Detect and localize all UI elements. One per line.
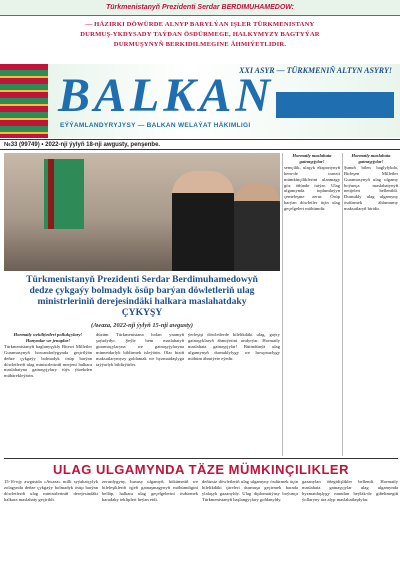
attendee-figure [234,183,280,271]
column-subheading: Hanymlar we jenaplar! [25,337,71,343]
column-divider [342,153,343,456]
column-text: Şunuň bilen baglylykda, Birleşen Milletler Guramasynyň ulag ulgamy boýunça maslahatynyň netijeleri bellenildi. Durnukly ulag ulgamyny ösdürmek ählumumy maksatlaryň biridir. [344,164,398,212]
issue-info: №33 (99749) • 2022-nji ýylyň 18-nji awgusty, penşenbe. [4,141,161,148]
article-column-5 [344,153,398,456]
article-column-4 [284,153,340,456]
column-text: zerurdygyny, hususy ulgamyň, hökümetiň we bileleşikleriň işjeň gatnaşmagynyň möhümdigini belläp, halkara ulag geçelgelerini ösdürmek baradaky teklipleri beýan etdi. [102,479,198,502]
speaker-figure [172,171,234,271]
bottom-column-3 [202,479,298,559]
column-text: deňizsiz döwletleriň ulag ulgamyny ösdürmek üçin bilelikdäki çäreleri durmuşa geçirmek barada ylalaşyk gazanyldy. Ulag diplomatiýasy boýunça Türkmenistanyň başlangyçlary goldanyldy. [202,479,298,502]
column-divider [282,153,283,456]
column-text: ýerleşişi döwletlerde bilelikdäki ulag, gaýry gatnaşyklaryň ähmiýetini artdyrýar. Hormatly maslahata gatnaşyjylar! Bütindünýä ulag ulgamynyň durnuklylygy we howpsuzlygy möhüm ähmiýete eýedir. [188,332,280,361]
slogan-block [0,17,400,63]
headline-line: ÇYKYŞY [121,307,163,318]
article-column-2 [96,332,184,456]
headline-line: Türkmenistanyň Prezidenti Serdar Berdimuhamedowyň [26,274,258,285]
article-column-1 [4,332,92,456]
column-heading: Hormatly maslahata gatnaşyjylar! [292,153,332,164]
top-banner-text: Türkmenistanyň Prezidenti Serdar BERDIMUHAMEDOW: [106,4,294,11]
lead-photo [4,153,280,271]
issue-info-bar [0,139,400,150]
column-heading: Hormatly maslahata gatnaşyjylar! [351,153,391,164]
section-divider [4,458,398,459]
carpet-ornament [0,64,48,138]
masthead [0,64,400,138]
masthead-tagline: XXI ASYR — TÜRKMENIŇ ALTYN ASYRY! [239,66,392,75]
slogan-line: — HÄZIRKI DÖWÜRDE ALNYP BARYLÝAN IŞLER TÜRKMENISTANY [85,21,315,28]
column-text: semçilik, ulaşyk eksportynyň hem-de tranzit mümkinçiliklerini ulanmagy göz öňünde tutýar. Ulag ulgamynda toplumlaýyn çemeleşme zerur. Ösüp barýan döwletler üçin ulag geçelgeleri möhümdir. [284,164,340,212]
headline-line: ministrleriniň derejesindäki halkara maslahatdaky [37,296,247,307]
column-heading: Hormatly wekiliýetleri pollukçylary! [13,332,83,337]
flag-ornament-stripe [48,159,54,229]
headline-date: (Awaza, 2022-nji ýylyň 15-nji awgusty) [91,322,193,329]
article-column-3 [188,332,280,456]
headline-line: dedze çykgaýy bolmadyk ösüp barýan döwletleriň ulag [29,285,255,296]
bottom-column-2 [102,479,198,559]
column-text: düzüm Türkmenistana bolan ynamyň şaýadydyr. Şeýle hem maslahatyň guramaçylaryna we gatnaşyjylaryna minnetdarlyk bildirmek isleýärin. Olar biziň maksatlarymyzy goldamak we hyzmatdaşlyga taýýarlyk bildirýärler. [96,332,184,367]
column-text: Türkmenistanyň baglanyşykly Bitewi Milletler Guramasynyň howandarlygynda geçirilýän deňze çykgaýy bolmadyk ösüp barýan döwletleriň ulag ministrleriniň merjeni halkara maslahatyna gatnaşyjylary tüýs ýürekden mübärekleýärin. [4,343,92,379]
slogan-line: DURMUŞ-YKDYSADY TAÝDAN ÖSDÜRMEGE, HALKYMYZY BAGTYÝAR [80,31,320,38]
bottom-column-1 [4,479,98,559]
bottom-headline: ULAG ULGAMYNDA TÄZE MÜMKINÇILIKLER [53,462,349,477]
masthead-info-box [276,92,394,118]
column-text: 15-16-njy awgustda «Awaza» milli syýahatçylyk zolagynda deňze çykgaýy bolmadyk ösüp barýan döwletleriň ulag ministrleriniň derejesindäki halkara maslahaty geçirildi. [4,479,98,502]
ornament-pattern [0,64,48,138]
newspaper-logo: BALKAN [58,69,275,122]
masthead-subtitle: EÝÝAMLANDYRYJYSY — BALKAN WELAÝAT HÄKIMLIGI [60,122,251,129]
lead-headline [4,274,280,331]
bottom-column-4 [302,479,398,559]
column-text: gazanylan öňegidişlikler bellendi. Hormatly maslahata gatnaşyjylar ulag ulgamynda hyzmatdaşlygy mundan beýläk-de giňeltmegiň ýollaryny ara alyp maslahatlaşdylar. [302,479,398,502]
top-banner [0,0,400,16]
slogan-line: DURMUŞYNYŇ BERKIDILMEGINE ÄHMIÝETLIDIR. [113,41,287,48]
